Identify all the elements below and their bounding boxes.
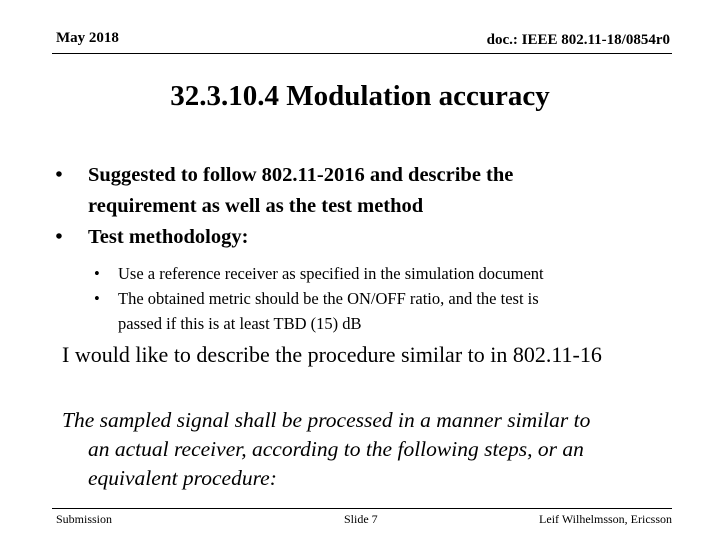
bullet-dot-icon: • xyxy=(55,226,63,248)
footer-slide-number: Slide 7 xyxy=(344,512,378,526)
quote-line: equivalent procedure: xyxy=(88,466,277,490)
bullet-list xyxy=(30,160,690,336)
footer-author: Leif Wilhelmsson, Ericsson xyxy=(539,512,672,526)
bullet-dot-icon: • xyxy=(94,264,100,283)
header-divider xyxy=(52,53,672,54)
footer-submission: Submission xyxy=(56,512,113,526)
slide-title: 32.3.10.4 Modulation accuracy xyxy=(170,80,550,112)
quote-line: The sampled signal shall be processed in a manner similar to xyxy=(62,408,591,432)
bullet-dot-icon: • xyxy=(55,164,63,186)
sub-bullet-text: Use a reference receiver as specified in the simulation document xyxy=(118,264,544,283)
header-doc-id: doc.: IEEE 802.11-18/0854r0 xyxy=(486,32,670,48)
bullet-item xyxy=(30,222,690,253)
sub-bullet-item xyxy=(30,261,690,286)
body-paragraph: I would like to describe the procedure similar to in 802.11-16 xyxy=(62,342,602,367)
bullet-item xyxy=(30,160,690,222)
header-date: May 2018 xyxy=(56,30,119,46)
bullet-dot-icon: • xyxy=(94,289,100,308)
footer-divider xyxy=(52,508,672,509)
bullet-text: Test methodology: xyxy=(88,226,249,248)
sub-bullet-text: The obtained metric should be the ON/OFF ratio, and the test is xyxy=(118,289,539,308)
bullet-text: Suggested to follow 802.11-2016 and describe the xyxy=(88,164,514,186)
quote-line: an actual receiver, according to the following steps, or an xyxy=(88,437,584,461)
quoted-paragraph xyxy=(62,406,672,493)
sub-bullet-text-continued: passed if this is at least TBD (15) dB xyxy=(118,314,362,333)
sub-bullet-item xyxy=(30,286,690,336)
bullet-text-continued: requirement as well as the test method xyxy=(88,195,424,217)
